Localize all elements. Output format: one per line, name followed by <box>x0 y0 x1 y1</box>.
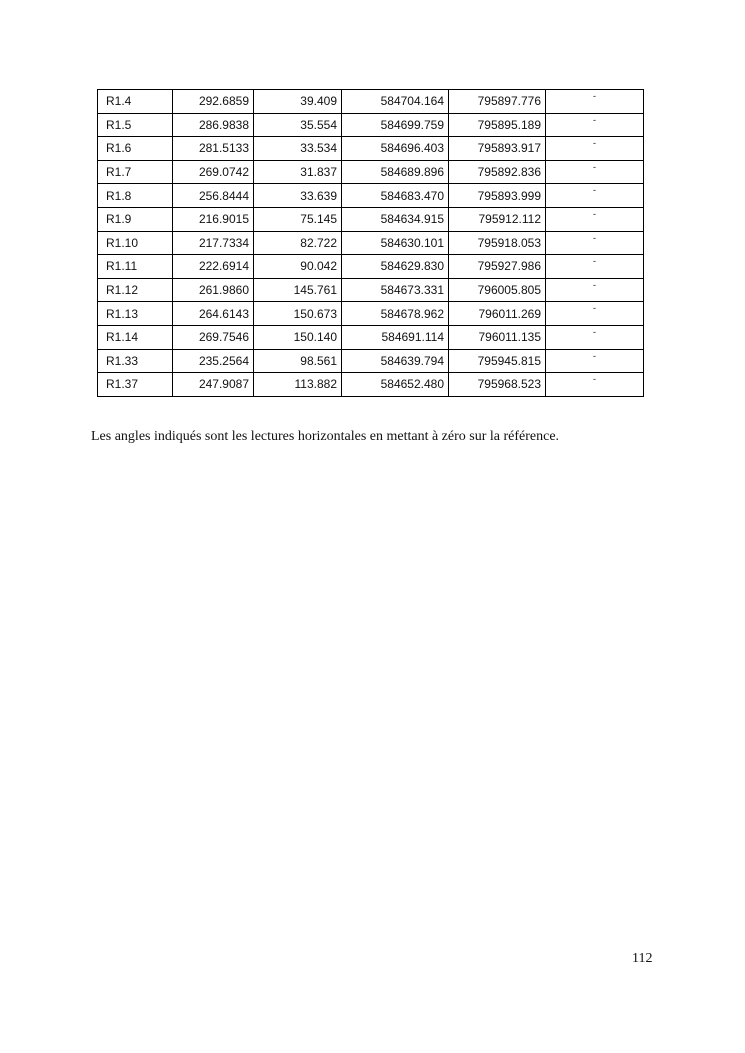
horizontal-angle-cell: 235.2564 <box>173 349 254 373</box>
distance-cell: 33.639 <box>254 184 342 208</box>
remark-cell: - <box>546 207 644 231</box>
distance-cell: 150.140 <box>254 325 342 349</box>
remark-cell: - <box>546 160 644 184</box>
distance-cell: 75.145 <box>254 207 342 231</box>
remark-cell: - <box>546 231 644 255</box>
point-id-cell: R1.10 <box>98 231 173 255</box>
remark-cell: - <box>546 137 644 161</box>
distance-cell: 90.042 <box>254 255 342 279</box>
remark-cell: - <box>546 373 644 397</box>
point-id-cell: R1.4 <box>98 90 173 114</box>
horizontal-angle-cell: 216.9015 <box>173 207 254 231</box>
distance-cell: 33.534 <box>254 137 342 161</box>
point-id-cell: R1.13 <box>98 302 173 326</box>
point-id-cell: R1.33 <box>98 349 173 373</box>
y-coordinate-cell: 795895.189 <box>449 113 546 137</box>
x-coordinate-cell: 584639.794 <box>342 349 449 373</box>
horizontal-angle-cell: 222.6914 <box>173 255 254 279</box>
table-note: Les angles indiqués sont les lectures horizontales en mettant à zéro sur la référence. <box>91 429 560 444</box>
table-row <box>98 137 644 161</box>
point-id-cell: R1.8 <box>98 184 173 208</box>
table-row <box>98 302 644 326</box>
table-row <box>98 113 644 137</box>
y-coordinate-cell: 795893.999 <box>449 184 546 208</box>
page-number: 112 <box>632 951 653 966</box>
horizontal-angle-cell: 269.0742 <box>173 160 254 184</box>
table-row <box>98 90 644 114</box>
point-id-cell: R1.6 <box>98 137 173 161</box>
horizontal-angle-cell: 256.8444 <box>173 184 254 208</box>
table-row <box>98 325 644 349</box>
remark-cell: - <box>546 90 644 114</box>
table-row <box>98 373 644 397</box>
y-coordinate-cell: 795918.053 <box>449 231 546 255</box>
x-coordinate-cell: 584629.830 <box>342 255 449 279</box>
horizontal-angle-cell: 217.7334 <box>173 231 254 255</box>
remark-cell: - <box>546 278 644 302</box>
point-id-cell: R1.14 <box>98 325 173 349</box>
remark-cell: - <box>546 325 644 349</box>
table-row <box>98 255 644 279</box>
y-coordinate-cell: 795945.815 <box>449 349 546 373</box>
remark-cell: - <box>546 255 644 279</box>
remark-cell: - <box>546 349 644 373</box>
remark-cell: - <box>546 184 644 208</box>
remark-cell: - <box>546 113 644 137</box>
y-coordinate-cell: 796011.135 <box>449 325 546 349</box>
horizontal-angle-cell: 261.9860 <box>173 278 254 302</box>
table-row <box>98 184 644 208</box>
distance-cell: 113.882 <box>254 373 342 397</box>
y-coordinate-cell: 796011.269 <box>449 302 546 326</box>
y-coordinate-cell: 795892.836 <box>449 160 546 184</box>
x-coordinate-cell: 584673.331 <box>342 278 449 302</box>
distance-cell: 98.561 <box>254 349 342 373</box>
distance-cell: 82.722 <box>254 231 342 255</box>
x-coordinate-cell: 584704.164 <box>342 90 449 114</box>
distance-cell: 150.673 <box>254 302 342 326</box>
y-coordinate-cell: 795968.523 <box>449 373 546 397</box>
x-coordinate-cell: 584691.114 <box>342 325 449 349</box>
y-coordinate-cell: 795927.986 <box>449 255 546 279</box>
y-coordinate-cell: 795912.112 <box>449 207 546 231</box>
distance-cell: 31.837 <box>254 160 342 184</box>
x-coordinate-cell: 584652.480 <box>342 373 449 397</box>
table-row <box>98 278 644 302</box>
x-coordinate-cell: 584699.759 <box>342 113 449 137</box>
table-row <box>98 349 644 373</box>
remark-cell: - <box>546 302 644 326</box>
point-id-cell: R1.9 <box>98 207 173 231</box>
y-coordinate-cell: 795897.776 <box>449 90 546 114</box>
x-coordinate-cell: 584678.962 <box>342 302 449 326</box>
horizontal-angle-cell: 281.5133 <box>173 137 254 161</box>
x-coordinate-cell: 584683.470 <box>342 184 449 208</box>
distance-cell: 35.554 <box>254 113 342 137</box>
table-row <box>98 160 644 184</box>
point-id-cell: R1.37 <box>98 373 173 397</box>
y-coordinate-cell: 795893.917 <box>449 137 546 161</box>
horizontal-angle-cell: 247.9087 <box>173 373 254 397</box>
table-body <box>98 90 644 397</box>
x-coordinate-cell: 584696.403 <box>342 137 449 161</box>
x-coordinate-cell: 584630.101 <box>342 231 449 255</box>
distance-cell: 145.761 <box>254 278 342 302</box>
point-id-cell: R1.5 <box>98 113 173 137</box>
table-row <box>98 231 644 255</box>
point-id-cell: R1.12 <box>98 278 173 302</box>
distance-cell: 39.409 <box>254 90 342 114</box>
y-coordinate-cell: 796005.805 <box>449 278 546 302</box>
horizontal-angle-cell: 286.9838 <box>173 113 254 137</box>
point-id-cell: R1.7 <box>98 160 173 184</box>
horizontal-angle-cell: 264.6143 <box>173 302 254 326</box>
point-id-cell: R1.11 <box>98 255 173 279</box>
table-row <box>98 207 644 231</box>
horizontal-angle-cell: 292.6859 <box>173 90 254 114</box>
survey-points-table <box>97 89 644 397</box>
x-coordinate-cell: 584689.896 <box>342 160 449 184</box>
x-coordinate-cell: 584634.915 <box>342 207 449 231</box>
horizontal-angle-cell: 269.7546 <box>173 325 254 349</box>
